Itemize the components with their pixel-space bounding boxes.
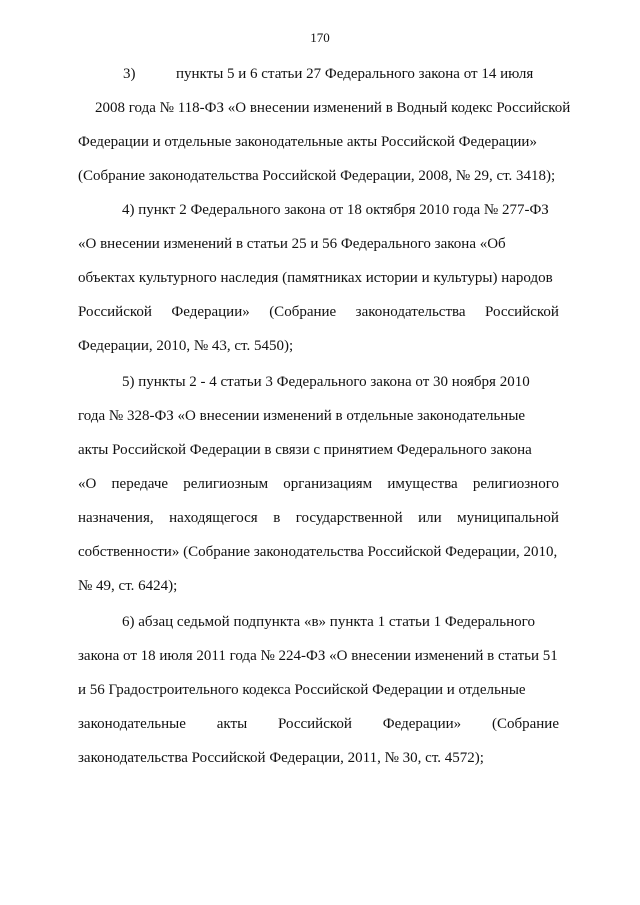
word: (Собрание — [269, 304, 337, 320]
item-5-line-4 — [78, 474, 559, 494]
item-5-line-3: акты Российской Федерации в связи с принятием Федерального закона — [78, 442, 532, 458]
item-4-line-3: объектах культурного наследия (памятниках истории и культуры) народов — [78, 270, 553, 286]
item-6-line-1: 6) абзац седьмой подпункта «в» пункта 1 статьи 1 Федерального — [122, 614, 535, 630]
word: передаче — [111, 476, 169, 492]
word: государственной — [295, 510, 403, 526]
word: Российской — [78, 304, 152, 320]
word: законодательства — [355, 304, 466, 320]
word: имущества — [387, 476, 458, 492]
word: Федерации» — [382, 716, 462, 732]
word: религиозного — [472, 476, 559, 492]
item-3-line-1: пункты 5 и 6 статьи 27 Федерального закона от 14 июля — [176, 66, 534, 82]
item-5-line-1: 5) пункты 2 - 4 статьи 3 Федерального закона от 30 ноября 2010 — [122, 374, 530, 390]
item-5-line-2: года № 328-ФЗ «О внесении изменений в отдельные законодательные — [78, 408, 526, 424]
word: Российской — [485, 304, 559, 320]
word: законодательные — [78, 716, 186, 732]
item-4-line-4 — [78, 302, 559, 322]
word: акты — [216, 716, 248, 732]
word: организациям — [283, 476, 373, 492]
item-5-line-7: № 49, ст. 6424); — [78, 578, 178, 594]
item-4-line-2: «О внесении изменений в статьи 25 и 56 Федерального закона «Об — [78, 236, 506, 252]
item-5-line-5 — [78, 508, 559, 528]
word: Российской — [278, 716, 352, 732]
item-4-line-1: 4) пункт 2 Федерального закона от 18 октября 2010 года № 277-ФЗ — [122, 202, 549, 218]
word: муниципальной — [457, 510, 559, 526]
item-6-line-4 — [78, 714, 559, 734]
item-6-line-5: законодательства Российской Федерации, 2011, № 30, ст. 4572); — [78, 750, 484, 766]
word: «О — [78, 476, 97, 492]
word: назначения, — [78, 510, 154, 526]
word: находящегося — [169, 510, 258, 526]
page-number: 170 — [310, 30, 330, 45]
word: в — [273, 510, 281, 526]
item-3-line-3: Федерации и отдельные законодательные акты Российской Федерации» — [78, 134, 537, 150]
word: Федерации» — [171, 304, 250, 320]
item-3-line-2: 2008 года № 118-ФЗ «О внесении изменений в Водный кодекс Российской — [95, 100, 571, 116]
item-6-line-2: закона от 18 июля 2011 года № 224-ФЗ «О внесении изменений в статьи 51 — [78, 648, 558, 664]
item-3-number: 3) — [123, 66, 136, 82]
item-6-line-3: и 56 Градостроительного кодекса Российской Федерации и отдельные — [78, 682, 526, 698]
word: (Собрание — [491, 716, 559, 732]
word: религиозным — [183, 476, 269, 492]
word: или — [418, 510, 442, 526]
item-4-line-5: Федерации, 2010, № 43, ст. 5450); — [78, 338, 294, 354]
item-5-line-6: собственности» (Собрание законодательства Российской Федерации, 2010, — [78, 544, 558, 560]
item-3-line-4: (Собрание законодательства Российской Федерации, 2008, № 29, ст. 3418); — [78, 168, 556, 184]
